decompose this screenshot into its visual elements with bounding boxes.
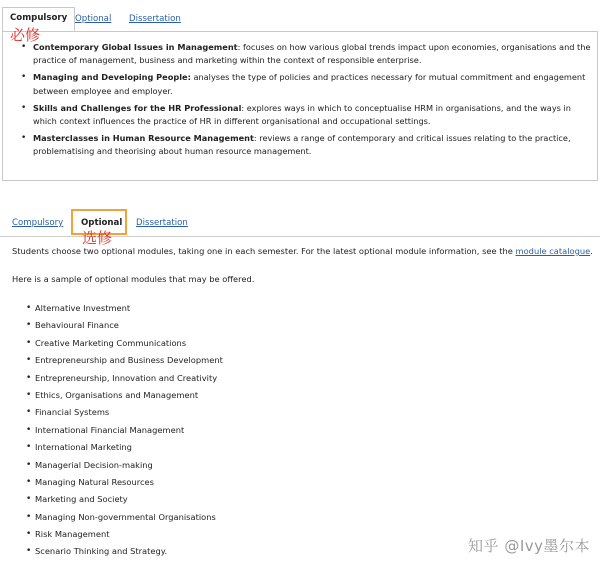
list-item: • Ethics, Organisations and Management bbox=[26, 389, 223, 406]
compulsory-module-list bbox=[21, 41, 591, 162]
list-item: • Behavioural Finance bbox=[26, 319, 223, 336]
list-item: • Scenario Thinking and Strategy. bbox=[26, 545, 223, 562]
list-item: • International Financial Management bbox=[26, 424, 223, 441]
optional-module-list bbox=[26, 302, 223, 563]
list-item bbox=[21, 71, 591, 98]
module-name: Managing and Developing People: bbox=[33, 72, 191, 83]
list-item: • Managerial Decision-making bbox=[26, 459, 223, 476]
tab-optional[interactable]: Optional bbox=[81, 218, 123, 228]
module-name: Contemporary Global Issues in Management bbox=[33, 42, 238, 52]
list-item bbox=[21, 102, 591, 129]
compulsory-content bbox=[2, 31, 598, 181]
list-item: • Managing Natural Resources bbox=[26, 476, 223, 493]
list-item: • Financial Systems bbox=[26, 406, 223, 423]
module-desc: analyses the type of policies and practices necessary for mutual commitment and engagement between employee and employer. bbox=[33, 72, 586, 96]
watermark: 知乎 @Ivy墨尔本 bbox=[468, 537, 590, 555]
intro-text-end: . bbox=[590, 246, 593, 256]
list-item: • Entrepreneurship, Innovation and Creativity bbox=[26, 372, 223, 389]
list-item: • Risk Management bbox=[26, 528, 223, 545]
tab-optional[interactable]: Optional bbox=[75, 14, 112, 24]
module-desc: : focuses on how various global trends impact upon economies, organisations and the practice of management, business and marketing within the context of responsible enterprise. bbox=[33, 42, 591, 66]
tab-dissertation[interactable]: Dissertation bbox=[136, 218, 188, 228]
list-item bbox=[21, 132, 591, 159]
annotation-optional: 选修 bbox=[82, 229, 113, 247]
tab-bar-top bbox=[2, 9, 598, 33]
list-item: • Creative Marketing Communications bbox=[26, 337, 223, 354]
sample-text: Here is a sample of optional modules that may be offered. bbox=[12, 274, 255, 284]
tab-compulsory[interactable]: Compulsory bbox=[2, 7, 75, 32]
module-desc: : reviews a range of contemporary and critical issues relating to the practice, problematising and theorising about human resource management. bbox=[33, 132, 571, 157]
module-name: Masterclasses in Human Resource Management bbox=[33, 132, 254, 143]
list-item: • Marketing and Society bbox=[26, 493, 223, 510]
annotation-compulsory: 必修 bbox=[10, 26, 41, 44]
intro-text-start: Students choose two optional modules, taking one in each semester. For the latest optional module information, see the bbox=[12, 246, 516, 256]
list-item: • International Marketing bbox=[26, 441, 223, 458]
tab-compulsory[interactable]: Compulsory bbox=[12, 218, 64, 228]
module-name: Skills and Challenges for the HR Professional bbox=[33, 102, 242, 113]
tab-dissertation[interactable]: Dissertation bbox=[129, 14, 181, 24]
list-item: • Entrepreneurship and Business Development bbox=[26, 354, 223, 371]
intro-text bbox=[12, 247, 593, 255]
list-item: • Alternative Investment bbox=[26, 302, 223, 319]
list-item bbox=[21, 41, 591, 68]
module-catalogue-link[interactable]: module catalogue bbox=[515, 246, 591, 256]
module-desc: : explores ways in which to conceptualise HRM in organisations, and the ways in which context influences the practice of HR in different organisational and occupational settings. bbox=[33, 102, 572, 127]
list-item: • Managing Non-governmental Organisations bbox=[26, 511, 223, 528]
